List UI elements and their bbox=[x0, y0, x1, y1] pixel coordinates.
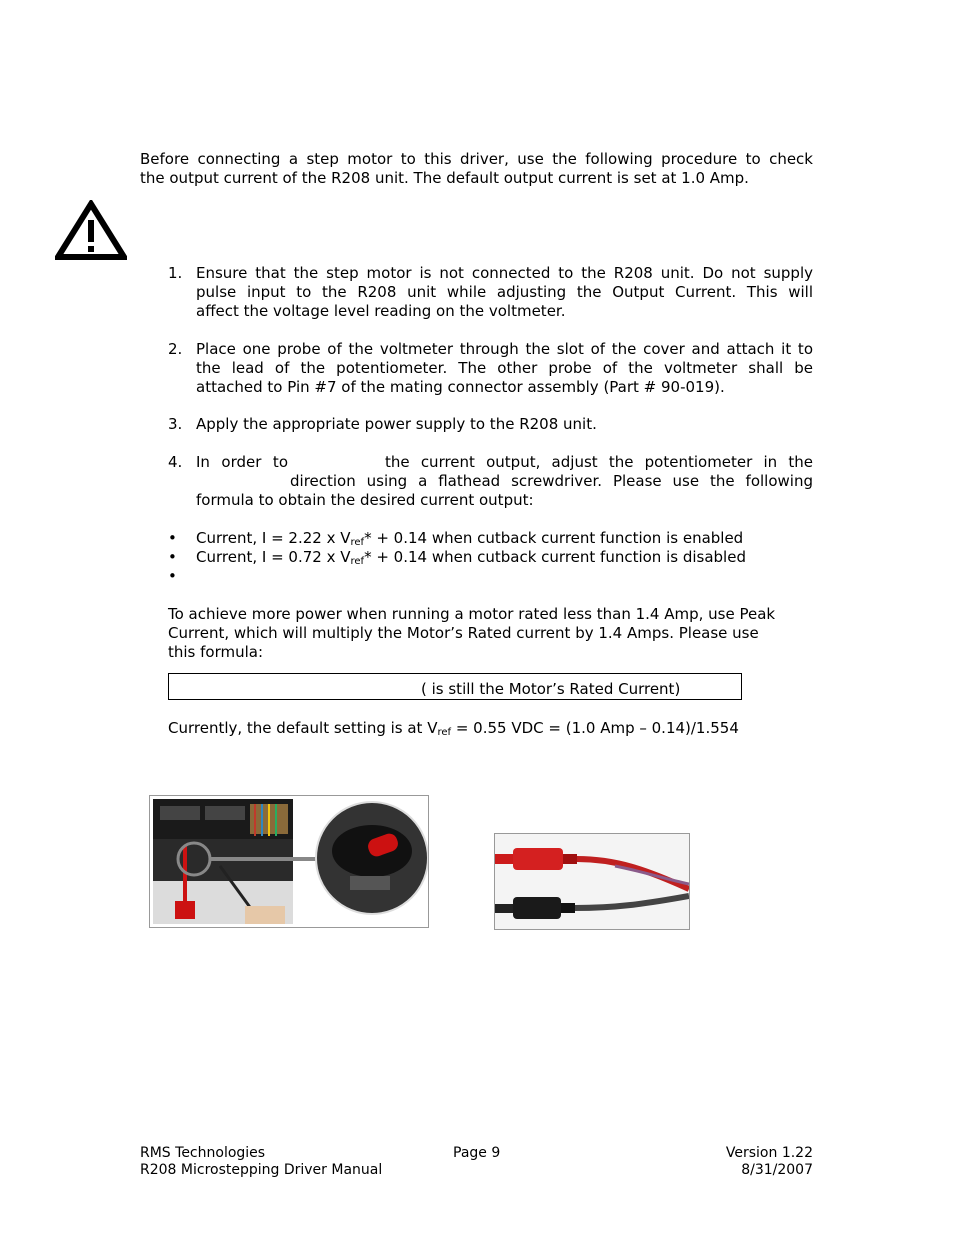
step-4-line-3: formula to obtain the desired current output: bbox=[196, 491, 534, 509]
potentiometer-probe-photo bbox=[149, 795, 429, 928]
footer-version: Version 1.22 bbox=[725, 1145, 813, 1161]
peak-line-1: To achieve more power when running a motor rated less than 1.4 Amp, use Peak bbox=[168, 605, 776, 623]
bullet-2-before: Current, I = 0.72 x V bbox=[196, 548, 351, 566]
step-3-line-1: Apply the appropriate power supply to the R208 unit. bbox=[196, 415, 597, 433]
intro-line-1: Before connecting a step motor to this driver, use the following procedure to check bbox=[140, 150, 813, 168]
warning-triangle-icon bbox=[55, 200, 127, 260]
step-1-line-1: Ensure that the step motor is not connected to the R208 unit. Do not supply bbox=[196, 264, 813, 282]
default-setting-after: = 0.55 VDC = (1.0 Amp – 0.14)/1.554 bbox=[451, 719, 739, 737]
formula-box bbox=[168, 673, 742, 700]
step-3-number: 3. bbox=[168, 415, 183, 433]
footer-company: RMS Technologies bbox=[140, 1145, 266, 1161]
bullet-3-symbol: • bbox=[168, 567, 177, 585]
step-2-line-3: attached to Pin #7 of the mating connector assembly (Part # 90-019). bbox=[196, 378, 725, 396]
bullet-1-before: Current, I = 2.22 x V bbox=[196, 529, 351, 547]
formula-box-text: ( is still the Motor’s Rated Current) bbox=[421, 680, 681, 698]
default-setting bbox=[168, 719, 739, 742]
bullet-1-sub: ref bbox=[350, 537, 365, 548]
bullet-1-after: * + 0.14 when cutback current function is enabled bbox=[364, 529, 744, 547]
voltmeter-probes-photo bbox=[494, 833, 690, 930]
peak-line-3: this formula: bbox=[168, 643, 264, 661]
bullet-2-sub: ref bbox=[350, 556, 365, 567]
bullet-2-text bbox=[196, 548, 746, 571]
bullet-2-after: * + 0.14 when cutback current function is disabled bbox=[364, 548, 746, 566]
default-setting-before: Currently, the default setting is at V bbox=[168, 719, 438, 737]
footer-date: 8/31/2007 bbox=[741, 1162, 813, 1178]
footer-page-number: Page 9 bbox=[453, 1145, 501, 1161]
step-1-line-2: pulse input to the R208 unit while adjusting the Output Current. This will bbox=[196, 283, 813, 301]
step-1-line-3: affect the voltage level reading on the voltmeter. bbox=[196, 302, 566, 320]
intro-line-2: the output current of the R208 unit. The default output current is set at 1.0 Amp. bbox=[140, 169, 749, 187]
bullet-2-symbol: • bbox=[168, 548, 177, 566]
step-1-number: 1. bbox=[168, 264, 183, 282]
footer-manual: R208 Microstepping Driver Manual bbox=[140, 1162, 383, 1178]
step-2-line-2: the lead of the potentiometer. The other probe of the voltmeter shall be bbox=[196, 359, 813, 377]
step-4-line-2: direction using a flathead screwdriver. Please use the following bbox=[290, 472, 813, 490]
peak-line-2: Current, which will multiply the Motor’s Rated current by 1.4 Amps. Please use bbox=[168, 624, 759, 642]
step-2-line-1: Place one probe of the voltmeter through the slot of the cover and attach it to bbox=[196, 340, 813, 358]
step-4-number: 4. bbox=[168, 453, 183, 471]
bullet-1-symbol: • bbox=[168, 529, 177, 547]
step-4-line-1a: In order to bbox=[196, 453, 288, 471]
default-setting-sub: ref bbox=[437, 727, 452, 738]
step-2-number: 2. bbox=[168, 340, 183, 358]
step-4-line-1b: the current output, adjust the potentiometer in the bbox=[385, 453, 813, 471]
